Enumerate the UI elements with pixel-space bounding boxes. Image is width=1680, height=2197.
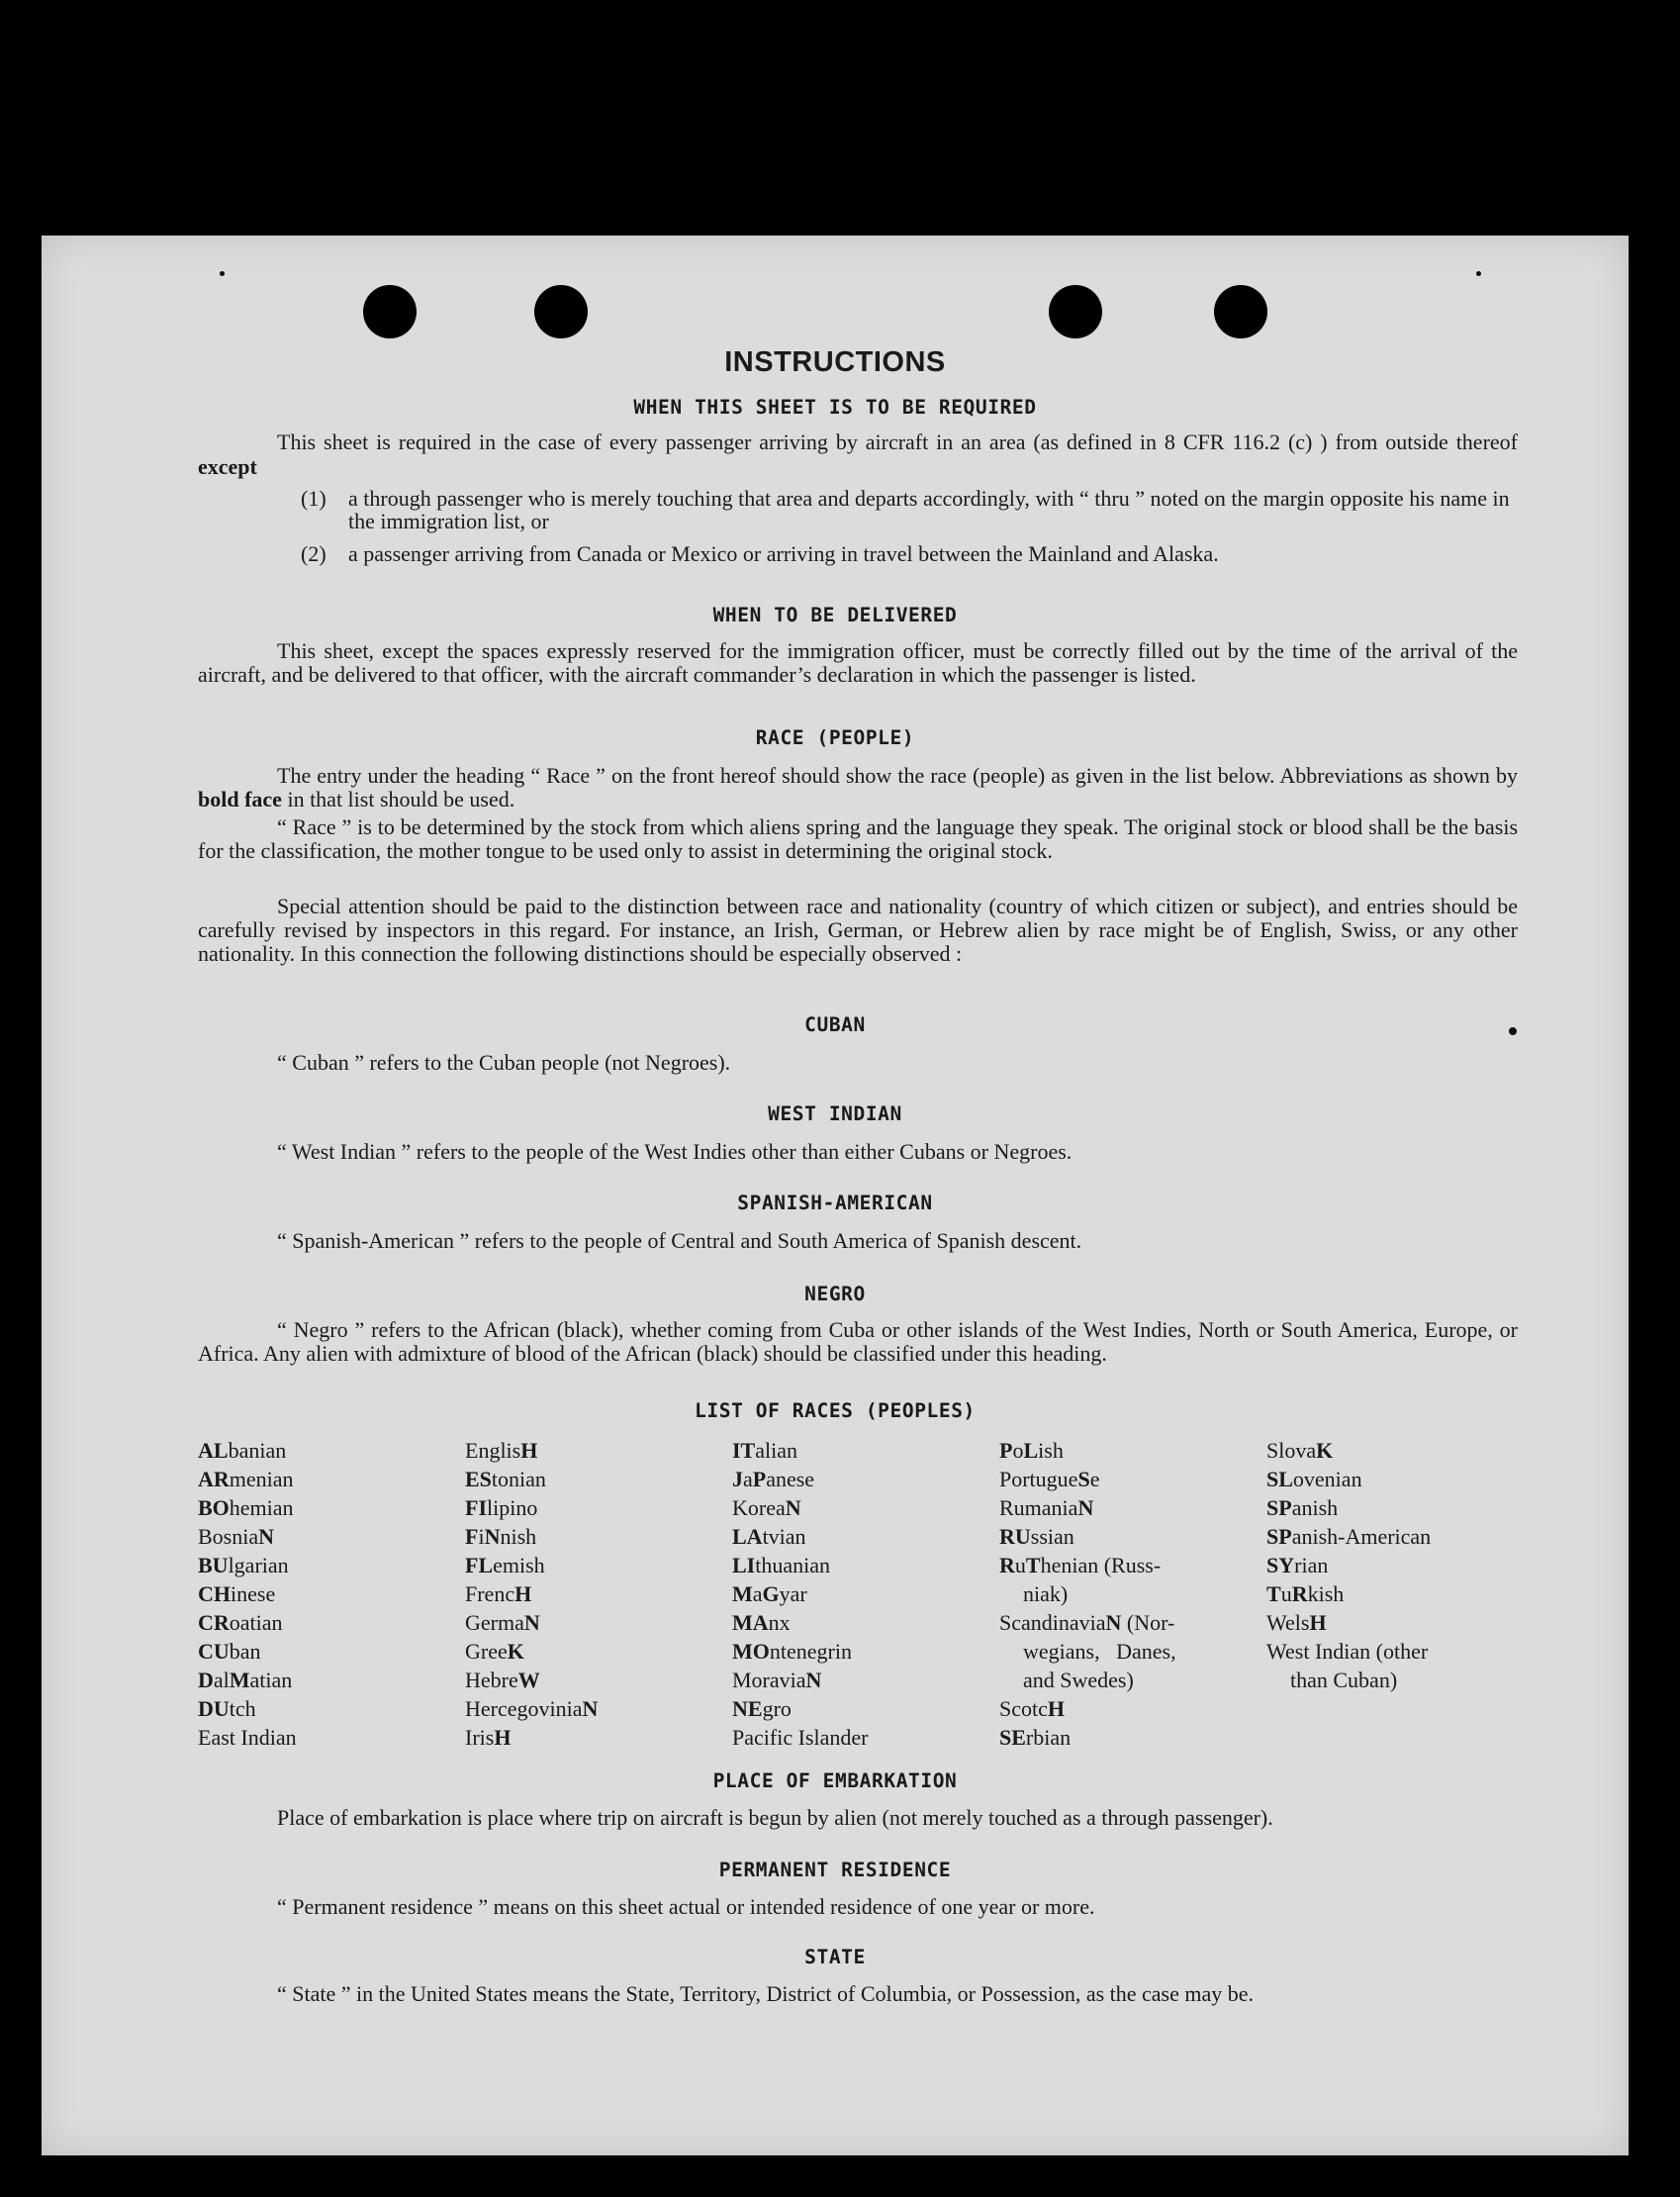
race-name-part: Moravia (732, 1668, 806, 1692)
negro-text: “ Negro ” refers to the African (black), whether coming from Cuba or other islands of the West Indies, North or South America, Europe, or Africa. Any alien with admixture of blood of the African (black) should be classified under this heading. (198, 1317, 1518, 1366)
race-name-part: oatian (229, 1610, 283, 1635)
race-abbrev-part: FI (465, 1495, 487, 1520)
race-name-part: henian (Russ- (1040, 1553, 1162, 1577)
race-abbrev-part: H (1309, 1610, 1327, 1635)
race-abbrev-part: LI (732, 1553, 756, 1577)
race-entry (1266, 1666, 1431, 1694)
race-name-part: tvian (762, 1524, 806, 1549)
document-sheet (42, 236, 1629, 2155)
race-abbrev-part: H (1047, 1696, 1066, 1721)
race-entry (732, 1579, 868, 1608)
race-name-part: u (1280, 1581, 1292, 1606)
race-entry (732, 1551, 868, 1579)
section-heading-embarkation: PLACE OF EMBARKATION (712, 1769, 958, 1792)
section-heading-west-indian: WEST INDIAN (768, 1102, 902, 1125)
race-entry (999, 1493, 1176, 1522)
race-name-part: East Indian (198, 1725, 297, 1750)
race-entry (198, 1666, 297, 1694)
race-entry (732, 1465, 868, 1493)
race-abbrev-part: T (1025, 1553, 1041, 1577)
section-heading-spanish-american: SPANISH-AMERICAN (737, 1192, 933, 1214)
item-number: (2) (301, 541, 327, 566)
list-item (301, 486, 1518, 533)
when-required-intro (198, 430, 1518, 479)
race-name-part: Pacific Islander (732, 1725, 869, 1750)
race-name-part: than Cuban) (1290, 1668, 1398, 1692)
race-abbrev-part: SP (1266, 1524, 1292, 1549)
section-heading-when-required: WHEN THIS SHEET IS TO BE REQUIRED (633, 396, 1037, 419)
race-abbrev-part: T (1266, 1581, 1281, 1606)
race-abbrev-part: H (494, 1725, 512, 1750)
race-column (732, 1436, 868, 1752)
race-name-part: ovenian (1292, 1467, 1362, 1491)
intro-text: This sheet is required in the case of every passenger arriving by aircraft in an area (as defined in 8 CFR 116.2 (c) ) from outside thereof (277, 430, 1518, 454)
race-entry (465, 1436, 598, 1465)
race-name-part: Frenc (465, 1581, 515, 1606)
race-abbrev-part: CH (198, 1581, 231, 1606)
race-entry (732, 1723, 868, 1752)
race-p1-text-end: in that list should be used. (287, 787, 515, 812)
race-entry (198, 1522, 297, 1551)
race-abbrev-part: CU (198, 1639, 230, 1664)
race-entry (999, 1608, 1176, 1637)
race-entry (732, 1608, 868, 1637)
punch-hole (1214, 285, 1267, 338)
race-name-part: u (1014, 1553, 1026, 1577)
race-name-part: Gree (465, 1639, 508, 1664)
race-paragraph-1 (198, 764, 1518, 812)
race-entry (198, 1579, 297, 1608)
race-name-part: anish-American (1291, 1524, 1432, 1549)
race-name-part: hemian (229, 1495, 294, 1520)
race-entry (465, 1551, 598, 1579)
race-name-part: niak) (1023, 1581, 1069, 1606)
race-entry (465, 1608, 598, 1637)
speck (220, 271, 225, 276)
race-column (1266, 1436, 1431, 1694)
race-entry (732, 1637, 868, 1666)
race-abbrev-part: N (523, 1610, 540, 1635)
race-entry (1266, 1551, 1431, 1579)
race-name-part: o (1012, 1438, 1024, 1463)
race-abbrev-part: H (514, 1581, 532, 1606)
race-name-part: ban (229, 1639, 261, 1664)
race-abbrev-part: SP (1266, 1495, 1292, 1520)
race-name-part: Bosnia (198, 1524, 259, 1549)
race-name-part: ssian (1030, 1524, 1074, 1549)
race-name-part: yar (779, 1581, 807, 1606)
race-name-part: gro (762, 1696, 792, 1721)
race-abbrev-part: K (507, 1639, 524, 1664)
race-abbrev-part: J (732, 1467, 743, 1491)
race-name-part: atian (249, 1668, 293, 1692)
race-abbrev-part: W (517, 1668, 540, 1692)
race-column (999, 1436, 1176, 1752)
permanent-residence-text: “ Permanent residence ” means on this sheet actual or intended residence of one year or more. (277, 1894, 1095, 1919)
page-title: INSTRUCTIONS (724, 346, 946, 378)
race-abbrev-part: R (999, 1553, 1015, 1577)
state-text: “ State ” in the United States means the State, Territory, District of Columbia, or Possession, as the case may be. (277, 1981, 1255, 2006)
race-abbrev-part: S (1077, 1467, 1090, 1491)
race-name-part: inese (231, 1581, 276, 1606)
race-entry (999, 1579, 1176, 1608)
race-name-part: emish (493, 1553, 545, 1577)
race-entry (198, 1694, 297, 1723)
race-abbrev-part: F (465, 1524, 479, 1549)
race-column (465, 1436, 598, 1752)
race-name-part: tch (229, 1696, 256, 1721)
race-name-part: nish (500, 1524, 537, 1549)
race-name-part: Hebre (465, 1668, 518, 1692)
race-name-part: Germa (465, 1610, 524, 1635)
race-abbrev-part: BO (198, 1495, 230, 1520)
section-heading-permanent-residence: PERMANENT RESIDENCE (718, 1859, 952, 1881)
race-entry (999, 1637, 1176, 1666)
race-name-part: ntenegrin (769, 1639, 852, 1664)
race-entry (1266, 1608, 1431, 1637)
punch-hole (534, 285, 588, 338)
race-name-part: Portugue (999, 1467, 1078, 1491)
item-text: a through passenger who is merely touching that area and departs accordingly, with “ thru ” noted on the margin opposite his name in the immigration list, or (348, 486, 1510, 533)
race-abbrev-part: D (198, 1668, 214, 1692)
race-name-part: lgarian (228, 1553, 289, 1577)
section-heading-race: RACE (PEOPLE) (755, 726, 915, 749)
race-name-part: i (478, 1524, 485, 1549)
race-paragraph-2: “ Race ” is to be determined by the stock from which aliens spring and the language they speak. The original stock or blood shall be the basis for the classification, the mother tongue to be used only to assist in determining the original stock. (198, 814, 1518, 863)
race-name-part: lipino (487, 1495, 538, 1520)
cuban-text: “ Cuban ” refers to the Cuban people (not Negroes). (277, 1050, 731, 1075)
section-heading-cuban: CUBAN (804, 1013, 866, 1036)
race-name-part: rian (1294, 1553, 1329, 1577)
race-entry (999, 1436, 1176, 1465)
race-abbrev-part: N (1105, 1610, 1122, 1635)
race-entry (465, 1723, 598, 1752)
section-heading-negro: NEGRO (804, 1283, 866, 1305)
race-name-part: Rumania (999, 1495, 1078, 1520)
race-abbrev-part: MO (732, 1639, 770, 1664)
race-name-part: wegians, Danes, (1023, 1639, 1176, 1664)
race-entry (1266, 1637, 1431, 1666)
race-abbrev-part: P (752, 1467, 767, 1491)
race-entry (732, 1694, 868, 1723)
punch-hole (363, 285, 417, 338)
race-entry (465, 1522, 598, 1551)
race-name-part: al (213, 1668, 230, 1692)
race-abbrev-part: K (1316, 1438, 1334, 1463)
item-number: (1) (301, 486, 327, 511)
race-p1-bold: bold face (198, 787, 282, 812)
intro-bold: except (198, 454, 257, 479)
race-entry (465, 1694, 598, 1723)
race-abbrev-part: N (484, 1524, 501, 1549)
when-delivered-text: This sheet, except the spaces expressly reserved for the immigration officer, must be correctly filled out by the time of the arrival of the aircraft, and be delivered to that officer, with the aircraft commander’s declaration in which the passenger is listed. (198, 638, 1518, 687)
race-name-part: nx (768, 1610, 791, 1635)
race-column (198, 1436, 297, 1752)
race-name-part: banian (228, 1438, 287, 1463)
race-entry (465, 1579, 598, 1608)
race-name-part: and Swedes) (1023, 1668, 1134, 1692)
race-entry (198, 1608, 297, 1637)
race-abbrev-part: SY (1266, 1553, 1295, 1577)
race-entry (198, 1551, 297, 1579)
race-name-part: a (752, 1581, 763, 1606)
race-abbrev-part: N (785, 1495, 801, 1520)
race-name-part: (Nor- (1121, 1610, 1175, 1635)
race-abbrev-part: N (582, 1696, 599, 1721)
race-abbrev-part: IT (732, 1438, 756, 1463)
spanish-american-text: “ Spanish-American ” refers to the people of Central and South America of Spanish descent. (277, 1228, 1082, 1253)
race-entry (999, 1465, 1176, 1493)
race-entry (999, 1522, 1176, 1551)
race-entry (198, 1723, 297, 1752)
race-name-part: Wels (1266, 1610, 1310, 1635)
race-entry (1266, 1493, 1431, 1522)
race-abbrev-part: P (999, 1438, 1013, 1463)
section-heading-when-delivered: WHEN TO BE DELIVERED (712, 604, 958, 626)
race-entry (465, 1666, 598, 1694)
race-name-part: Scandinavia (999, 1610, 1106, 1635)
race-abbrev-part: FL (465, 1553, 494, 1577)
race-abbrev-part: NE (732, 1696, 763, 1721)
race-abbrev-part: ES (465, 1467, 492, 1491)
race-abbrev-part: G (762, 1581, 780, 1606)
race-paragraph-3: Special attention should be paid to the distinction between race and nationality (country of which citizen or subject), and entries should be carefully revised by inspectors in this regard. For instance, an Irish, German, or Hebrew alien by race might be of English, Swiss, or any other nationality. In this connection the following distinctions should be especially observed : (198, 894, 1518, 966)
race-abbrev-part: AR (198, 1467, 230, 1491)
race-entry (198, 1436, 297, 1465)
race-entry (732, 1666, 868, 1694)
race-name-part: Scotc (999, 1696, 1048, 1721)
race-entry (1266, 1522, 1431, 1551)
race-abbrev-part: AL (198, 1438, 229, 1463)
race-entry (198, 1465, 297, 1493)
race-entry (465, 1637, 598, 1666)
race-entry (732, 1436, 868, 1465)
race-name-part: Slova (1266, 1438, 1317, 1463)
race-abbrev-part: LA (732, 1524, 763, 1549)
race-abbrev-part: H (520, 1438, 538, 1463)
race-entry (465, 1465, 598, 1493)
race-name-part: menian (229, 1467, 294, 1491)
race-name-part: anish (1291, 1495, 1339, 1520)
race-name-part: Iris (465, 1725, 495, 1750)
race-name-part: West Indian (other (1266, 1639, 1429, 1664)
race-abbrev-part: M (732, 1581, 753, 1606)
race-entry (732, 1493, 868, 1522)
race-name-part: Korea (732, 1495, 786, 1520)
race-abbrev-part: L (1023, 1438, 1039, 1463)
race-name-part: ish (1038, 1438, 1064, 1463)
race-name-part: tonian (491, 1467, 546, 1491)
race-abbrev-part: SE (999, 1725, 1026, 1750)
list-item (301, 541, 1518, 566)
race-abbrev-part: R (1291, 1581, 1308, 1606)
west-indian-text: “ West Indian ” refers to the people of the West Indies other than either Cubans or Negroes. (277, 1139, 1073, 1164)
race-abbrev-part: N (1077, 1495, 1094, 1520)
item-text: a passenger arriving from Canada or Mexico or arriving in travel between the Mainland and Alaska. (348, 541, 1219, 566)
race-abbrev-part: M (229, 1668, 250, 1692)
race-abbrev-part: MA (732, 1610, 769, 1635)
race-name-part: rbian (1025, 1725, 1072, 1750)
race-entry (465, 1493, 598, 1522)
race-name-part: anese (766, 1467, 815, 1491)
race-entry (999, 1723, 1176, 1752)
speck (1476, 271, 1481, 276)
race-entry (999, 1666, 1176, 1694)
race-abbrev-part: DU (198, 1696, 230, 1721)
race-abbrev-part: RU (999, 1524, 1031, 1549)
race-entry (198, 1637, 297, 1666)
race-abbrev-part: N (258, 1524, 275, 1549)
punch-hole (1049, 285, 1102, 338)
embarkation-text: Place of embarkation is place where trip on aircraft is begun by alien (not merely touched as a through passenger). (277, 1805, 1273, 1830)
race-name-part: e (1089, 1467, 1100, 1491)
race-name-part: a (743, 1467, 753, 1491)
race-abbrev-part: N (805, 1668, 822, 1692)
race-name-part: alian (755, 1438, 798, 1463)
race-name-part: Englis (465, 1438, 521, 1463)
race-name-part: kish (1307, 1581, 1345, 1606)
race-abbrev-part: CR (198, 1610, 230, 1635)
race-entry (999, 1551, 1176, 1579)
race-p1-text: The entry under the heading “ Race ” on the front hereof should show the race (people) as given in the list below. Abbreviations as shown by (277, 763, 1518, 788)
race-entry (198, 1493, 297, 1522)
race-entry (1266, 1465, 1431, 1493)
race-name-part: thuanian (755, 1553, 831, 1577)
race-entry (732, 1522, 868, 1551)
race-name-part: Hercegovinia (465, 1696, 583, 1721)
section-heading-list-of-races: LIST OF RACES (PEOPLES) (695, 1399, 976, 1422)
race-entry (1266, 1579, 1431, 1608)
race-abbrev-part: BU (198, 1553, 229, 1577)
race-entry (999, 1694, 1176, 1723)
section-heading-state: STATE (804, 1946, 866, 1968)
race-entry (1266, 1436, 1431, 1465)
race-abbrev-part: SL (1266, 1467, 1293, 1491)
